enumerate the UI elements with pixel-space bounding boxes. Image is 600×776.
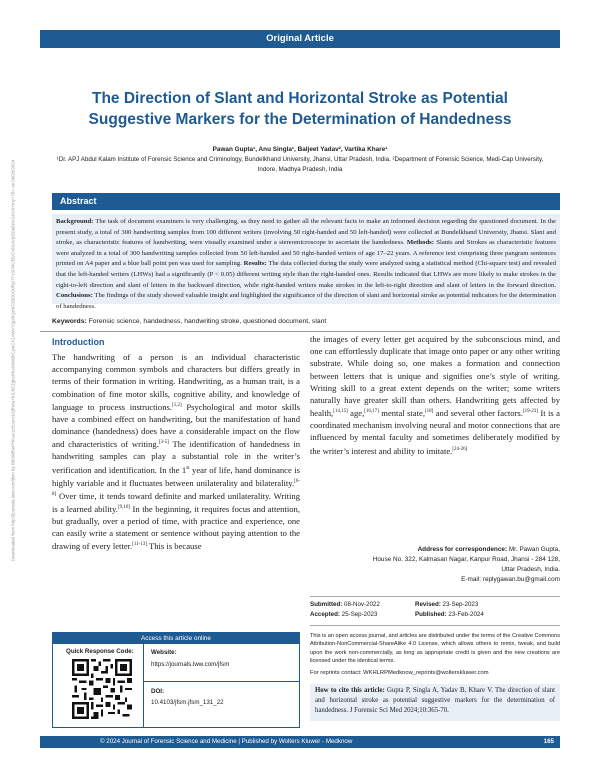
doi-link[interactable]: 10.4103/jfsm.jfsm_131_22: [151, 699, 224, 706]
correspondence-address-2: Uttar Pradesh, India.: [501, 566, 560, 573]
cite-text: Gupta P, Singla A, Yadav B, Khare V. The direction of slant and horizontal stroke as potential suggestive markers for the determination of handedness. J Forensic Sci Med 2024;10:365-70.: [315, 687, 556, 714]
footer-copyright: © 2024 Journal of Forensic Science and Medicine | Published by Wolters Kluwer - Medknow: [100, 738, 353, 745]
access-heading: Access this article online: [53, 633, 299, 644]
citation: [11-13]: [132, 542, 147, 548]
submitted-date: 08-Nov-2022: [344, 601, 380, 608]
citation: [16,17]: [364, 409, 379, 415]
license-text: This is an open access journal, and articles are distributed under the terms of the Creative Commons Attribution-NonCommercial-ShareAlike 4.0 License, which allows others to remix, tweak, and build upon the work non-commercially, as long as appropriate credit is given and the new creations are licensed under the identical terms.: [310, 633, 560, 664]
abstract-heading: Abstract: [52, 193, 560, 210]
intro-para-1: The handwriting of a person is an individual characteristic accompanying common symbols and characters but differs greatly in terms of their formation in writing. Handwriting, as a human trait, is a combination of fine motor skills, cognitive ability, and knowledge of language to process instructions.: [52, 352, 300, 412]
citation: [1,2]: [172, 402, 182, 408]
accepted-label: Accepted:: [310, 611, 340, 618]
intro-para-2c: mental state,: [381, 408, 425, 419]
abstract-methods-label: Methods:: [406, 239, 434, 247]
correspondence-address-1: House No. 322, Kalmasan Nagar, Kanpur Road, Jhansi - 284 128,: [372, 556, 560, 563]
access-online-box: [52, 632, 300, 728]
intro-para-1f: In the beginning, it requires focus and attention, but gradually, over a period of time, with practice and experience, one can easily write a statement or sentence without paying attention to the drawing of every letter.: [52, 503, 300, 552]
intro-para-1e: Over time, it tends toward definite and marked unilaterality. Writing is a learned ability.: [52, 490, 300, 514]
abstract-conclusions: The findings of the study showed valuable insight and highlighted the significance of the direction of slant and horizontal stroke as potential indicators for the determination of handedness.: [56, 292, 556, 310]
how-to-cite-box: [310, 684, 560, 721]
citation: [18]: [424, 409, 434, 415]
abstract-background-label: Background:: [56, 218, 94, 225]
revised-label: Revised:: [415, 601, 441, 608]
divider: [143, 644, 144, 727]
qr-code-icon[interactable]: [71, 659, 133, 719]
website-link[interactable]: https://journals.lww.com/jfsm: [151, 661, 230, 668]
divider: [143, 681, 299, 682]
author-list: Pawan Gupta¹, Anu Singla¹, Baljeet Yadav², Vartika Khare¹: [212, 146, 388, 153]
intro-para-1b: Psychological and motor skills have a combined effect on handwriting, but the manifestation of hand dominance (handedness) does have a considerable impact on the flow and characteristics of writing.: [52, 401, 300, 450]
page-number: 165: [543, 738, 554, 745]
abstract-background: The task of document examiners is very challenging, as they need to gather all the relevant facts to make an informed decision regarding the questioned document. In the present study, a total of 300 handwriting samples from 100 different writers (involving 50 right-handed and 50 left-handed) were collected at Bundelkhand University, Jhansi. Slant and stroke, as characteristic features of handwriting, were visually examined under a stereomicroscope to ascertain the handedness.: [56, 218, 556, 247]
ordinal-suffix: st: [186, 465, 190, 471]
abstract-body: [52, 214, 560, 310]
article-title: [40, 88, 560, 130]
correspondence-email[interactable]: E-mail: replygawan.bu@gmail.com: [461, 576, 560, 583]
revised-date: 23-Sep-2023: [442, 601, 479, 608]
divider: [310, 625, 560, 626]
submitted-label: Submitted:: [310, 601, 343, 608]
correspondence-name: Mr. Pawan Gupta,: [508, 546, 560, 553]
accepted-date: 25-Sep-2023: [341, 611, 378, 618]
title-line-2: Suggestive Markers for the Determination of Handedness: [88, 111, 512, 128]
right-column-text: [310, 333, 560, 457]
divider: [310, 596, 560, 597]
keywords: [52, 318, 560, 325]
reprints-contact: For reprints contact: WKHLRPMedknow_reprints@wolterskluwer.com: [310, 670, 489, 676]
article-dates: [310, 600, 560, 622]
correspondence-block: [310, 545, 560, 595]
intro-para-2: the images of every letter get acquired by the subconscious mind, and one can effortlessly duplicate that image onto paper or any other writing substrate. While doing so, one makes a formation and connection between letters that is unique and signifies one’s style of writing. Writing skill to a great extent depends on the writer; some writers naturally have greater skill than others. Handwriting gets affected by health,: [310, 334, 560, 419]
doi-label: DOI:: [151, 688, 165, 695]
qr-label: Quick Response Code:: [66, 648, 134, 655]
intro-para-1g: This is because: [149, 541, 202, 552]
published-label: Published:: [415, 611, 447, 618]
introduction-heading: Introduction: [52, 337, 105, 347]
cite-label: How to cite this article:: [315, 687, 385, 694]
page-footer: [40, 736, 560, 748]
intro-para-2e: It is a coordinated mechanism involving neural and motor connections that are influenced by mental faculty and sometimes deliberately modified by the writer’s interest and ability to imitate.: [310, 408, 560, 456]
download-watermark-text: Downloaded from http://journals.lww.com/jfsm by BhDMf5ePHKav1zEoum1tQfN4a+kJLhEZgbsIHo4XMi0hCywCX1AWnYQp/IlQrHD3i3D0OdRyi7TvSFl4Cf3VC4/OAVpDDa8KKGKV0Ymy+78= on 06/26/2024: [10, 159, 16, 562]
download-watermark: [3, 118, 23, 618]
abstract-conclusions-label: Conclusions:: [56, 292, 93, 300]
citation: [14,15]: [333, 409, 348, 415]
correspondence-label: Address for correspondence:: [417, 546, 508, 553]
keywords-label: Keywords:: [52, 318, 87, 325]
citation: [6-8]: [52, 478, 300, 497]
citation: [19-23]: [522, 409, 538, 415]
title-line-1: The Direction of Slant and Horizontal Stroke as Potential: [92, 90, 508, 107]
affiliations: ¹Dr. APJ Abdul Kalam Institute of Forensic Science and Criminology, Bundelkhand University, Jhansi, Uttar Pradesh, India, ²Department of Forensic Science, Medi-Cap University, Indore, Madhya Pradesh, India: [56, 156, 544, 173]
abstract-results-label: Results:: [243, 260, 267, 268]
article-type-banner: Original Article: [40, 30, 560, 48]
website-label: Website:: [151, 649, 177, 656]
intro-para-2b: age,: [350, 408, 365, 419]
left-column-text: [52, 351, 300, 552]
citation: [9,10]: [117, 504, 131, 510]
abstract-methods: Slants and Strokes as characteristic features were analyzed in a total of 300 handwriting samples collected from 50 left-handed and 50 right-handed writers of age 17–22 years. A reference text comprising three pangram sentences printed on A4 paper and a blue ball point pen was used for sampling.: [56, 239, 556, 268]
intro-para-2d: and several other factors.: [435, 408, 523, 419]
citation: [24-26]: [452, 446, 468, 452]
published-date: 23-Feb-2024: [448, 611, 484, 618]
intro-para-1c: The identification of handedness in handwriting samples can play a substantial role in the writer’s verification and identification. In the 1: [52, 439, 300, 475]
keywords-text: Forensic science, handedness, handwriting stroke, questioned document, slant: [88, 318, 327, 325]
keywords-divider: [40, 331, 560, 332]
citation: [3-5]: [158, 440, 169, 446]
abstract-results: The data collected during the study were analyzed using a statistical method (Chi-square test) and revealed that the left-handed writers (LHWs) had a significantly (P < 0.05) different writing style than the right-handed ones. Results indicated that LHWs are more likely to make strokes in the right-to-left direction and slant of letters in the backward direction, while right-handed writers make strokes in the left-to-right direction and slant of letters in the forward direction.: [56, 260, 556, 289]
intro-para-1d: year of life, hand dominance is highly variable and it fluctuates between unilaterality and bilaterality.: [52, 464, 300, 488]
